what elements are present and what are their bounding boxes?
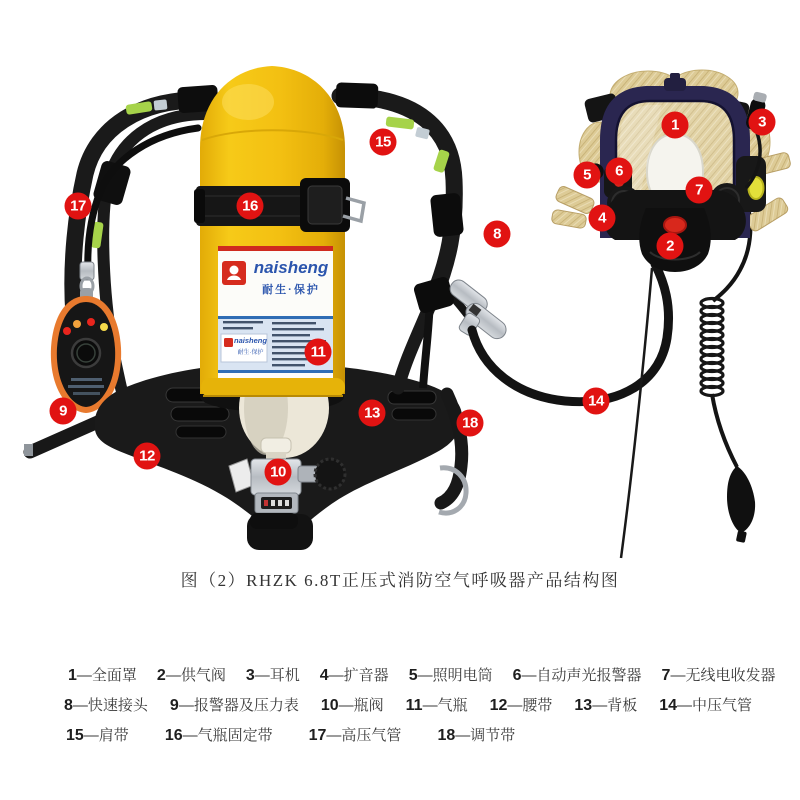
led-yellow [100, 323, 108, 331]
legend-dash: — [76, 667, 92, 684]
legend-item-6 [513, 664, 642, 685]
legend-item-5 [409, 664, 493, 685]
legend-number: 7 [661, 667, 671, 684]
figure-caption: 图（2）RHZK 6.8T正压式消防空气呼吸器产品结构图 [180, 571, 620, 590]
legend-label: 调节带 [470, 727, 516, 744]
legend-row-1 [0, 664, 800, 685]
legend-item-11 [406, 694, 468, 715]
legend-item-10 [321, 694, 384, 715]
legend-label: 中压气管 [692, 697, 753, 714]
legend-number: 16 [164, 727, 183, 744]
legend-label: 扩音器 [343, 667, 389, 684]
part-badge-5: 5 [574, 162, 601, 189]
legend-item-4 [320, 664, 389, 685]
legend-item-8 [64, 694, 148, 715]
legend-label: 腰带 [522, 697, 553, 714]
legend-label: 气瓶固定带 [197, 727, 273, 744]
legend-dash: — [72, 697, 88, 714]
quick-connector [447, 277, 510, 342]
legend-number: 11 [405, 697, 423, 714]
part-badge-4: 4 [589, 205, 616, 232]
part-badge-10: 10 [265, 459, 292, 486]
legend-label: 高压气管 [341, 727, 402, 744]
shoulder-strap-right [336, 82, 469, 388]
legend-row-2 [0, 694, 800, 715]
legend-item-18 [437, 724, 515, 745]
part-badge-8: 8 [484, 221, 511, 248]
legend-number: 2 [156, 667, 166, 684]
legend-dash: — [507, 697, 523, 714]
legend-item-14 [659, 694, 752, 715]
part-badge-15: 15 [370, 129, 397, 156]
legend-label: 全面罩 [91, 667, 137, 684]
legend-dash: — [521, 667, 537, 684]
legend-label: 无线电收发器 [685, 667, 776, 684]
legend-item-12 [490, 694, 553, 715]
legend-dash: — [328, 667, 344, 684]
part-badge-11: 11 [305, 339, 332, 366]
legend-number: 10 [320, 697, 339, 714]
legend-item-13 [574, 694, 637, 715]
legend-label: 报警器及压力表 [193, 697, 299, 714]
legend-number: 3 [245, 667, 255, 684]
legend-dash: — [422, 697, 438, 714]
part-badge-1: 1 [662, 112, 689, 139]
legend-number: 18 [437, 727, 456, 744]
led-orange [73, 320, 81, 328]
part-badge-3: 3 [749, 109, 776, 136]
legend-label: 耳机 [269, 667, 300, 684]
legend-dash: — [677, 697, 693, 714]
legend-item-16 [165, 724, 273, 745]
bypass-button [664, 217, 686, 233]
legend-item-9 [170, 694, 299, 715]
gauge-dial [72, 339, 100, 367]
legend-label: 供气阀 [180, 667, 226, 684]
legend-label: 快速接头 [87, 697, 148, 714]
legend-number: 14 [659, 697, 678, 714]
cylinder-brand-slogan-small: 耐生·保护 [237, 350, 264, 356]
legend-number: 12 [489, 697, 508, 714]
parts-legend [0, 664, 800, 754]
part-badge-17: 17 [65, 193, 92, 220]
led-red [87, 318, 95, 326]
part-badge-18: 18 [457, 410, 484, 437]
radio-connector [727, 466, 755, 533]
legend-number: 8 [64, 697, 73, 714]
legend-label: 照明电筒 [432, 667, 493, 684]
legend-dash: — [592, 697, 608, 714]
part-badge-12: 12 [134, 443, 161, 470]
led-red [63, 327, 71, 335]
legend-item-15 [66, 724, 129, 745]
legend-number: 1 [68, 667, 77, 684]
part-badge-7: 7 [686, 177, 713, 204]
legend-label: 瓶阀 [353, 697, 384, 714]
legend-number: 5 [408, 667, 418, 684]
legend-dash: — [455, 727, 471, 744]
legend-item-7 [662, 664, 776, 685]
legend-item-17 [309, 724, 402, 745]
microphone-cable [621, 268, 652, 558]
part-badge-14: 14 [583, 388, 610, 415]
part-badge-2: 2 [657, 233, 684, 260]
legend-dash: — [254, 667, 270, 684]
legend-dash: — [178, 697, 194, 714]
legend-dash: — [326, 727, 342, 744]
legend-number: 9 [169, 697, 179, 714]
legend-dash: — [417, 667, 433, 684]
legend-number: 15 [66, 727, 84, 744]
legend-item-3 [246, 664, 300, 685]
cylinder-fixing-strap [194, 178, 364, 232]
legend-dash: — [182, 727, 198, 744]
legend-label: 肩带 [98, 727, 129, 744]
legend-dash: — [83, 727, 99, 744]
legend-number: 4 [319, 667, 329, 684]
legend-label: 背板 [607, 697, 638, 714]
legend-number: 17 [308, 727, 327, 744]
part-badge-6: 6 [606, 158, 633, 185]
legend-dash: — [165, 667, 181, 684]
cylinder-rim [201, 378, 345, 397]
legend-number: 6 [512, 667, 522, 684]
part-badge-9: 9 [50, 398, 77, 425]
legend-dash: — [338, 697, 354, 714]
legend-item-2 [157, 664, 226, 685]
cylinder-brand-text: naisheng [253, 258, 329, 277]
legend-row-3 [0, 724, 800, 745]
legend-label: 气瓶 [437, 697, 468, 714]
part-badge-16: 16 [237, 193, 264, 220]
legend-label: 自动声光报警器 [536, 667, 642, 684]
legend-item-1 [68, 664, 137, 685]
cylinder-brand-slogan: 耐生·保护 [262, 284, 320, 296]
legend-number: 13 [574, 697, 593, 714]
legend-dash: — [670, 667, 686, 684]
part-badge-13: 13 [359, 400, 386, 427]
cylinder-brand-text-small: naisheng [234, 336, 267, 345]
